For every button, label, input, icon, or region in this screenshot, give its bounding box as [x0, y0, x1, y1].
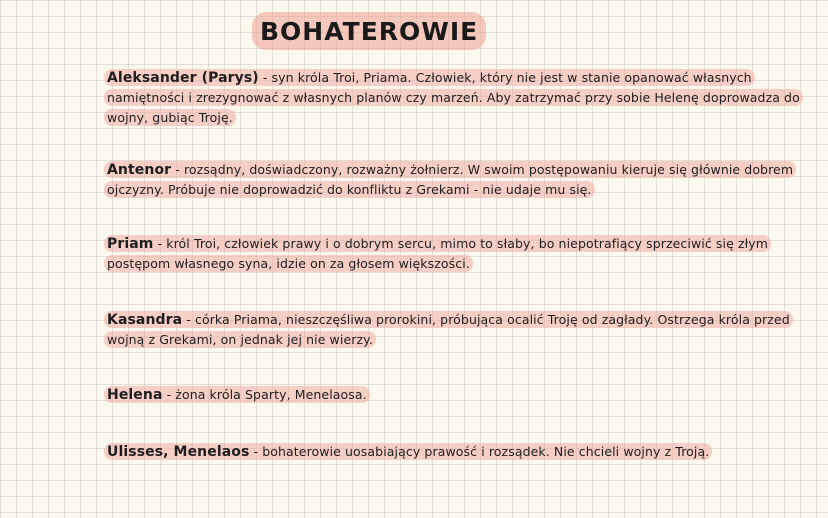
entry-highlight — [104, 311, 793, 348]
character-description: - żona króla Sparty, Menelaosa. — [162, 387, 367, 402]
character-entry-ulisses-menelaos — [104, 442, 804, 462]
entry-highlight — [104, 235, 771, 272]
page-title: BOHATEROWIE — [260, 16, 479, 46]
character-name: Antenor — [107, 162, 172, 178]
character-description: - bohaterowie uosabiający prawość i rozsądek. Nie chcieli wojny z Troją. — [249, 444, 710, 459]
character-description: - król Troi, człowiek prawy i o dobrym sercu, mimo to słaby, bo niepotrafiący sprzeciwić się złym postępom własnego syna, idzie on za głosem większości. — [107, 236, 769, 271]
entry-highlight — [104, 161, 796, 198]
character-entry-kasandra — [104, 310, 804, 350]
entry-highlight — [104, 443, 712, 460]
character-name: Ulisses, Menelaos — [107, 444, 250, 460]
character-description: - córka Priama, nieszczęśliwa prorokini, próbująca ocalić Troję od zagłady. Ostrzega króla przed wojną z Grekami, on jednak jej nie wierzy. — [107, 312, 790, 347]
character-name: Priam — [107, 236, 154, 252]
character-entry-antenor — [104, 160, 804, 200]
character-entry-aleksander — [104, 68, 804, 128]
character-name: Kasandra — [107, 312, 183, 328]
character-description: - rozsądny, doświadczony, rozważny żołnierz. W swoim postępowaniu kieruje się głównie dobrem ojczyzny. Próbuje nie doprowadzić do konfliktu z Grekami - nie udaje mu się. — [107, 162, 794, 197]
character-description: - syn króla Troi, Priama. Człowiek, który nie jest w stanie opanować własnych namiętności i zrezygnować z własnych planów czy marzeń. Aby zatrzymać przy sobie Helenę doprowadza do wojny, gubiąc Troję. — [107, 70, 800, 125]
character-entry-priam — [104, 234, 804, 274]
character-name: Aleksander (Parys) — [107, 70, 259, 86]
character-entry-helena — [104, 385, 804, 405]
entry-highlight — [104, 69, 803, 126]
title-highlight — [252, 12, 486, 50]
entry-highlight — [104, 386, 370, 403]
character-name: Helena — [107, 387, 163, 403]
